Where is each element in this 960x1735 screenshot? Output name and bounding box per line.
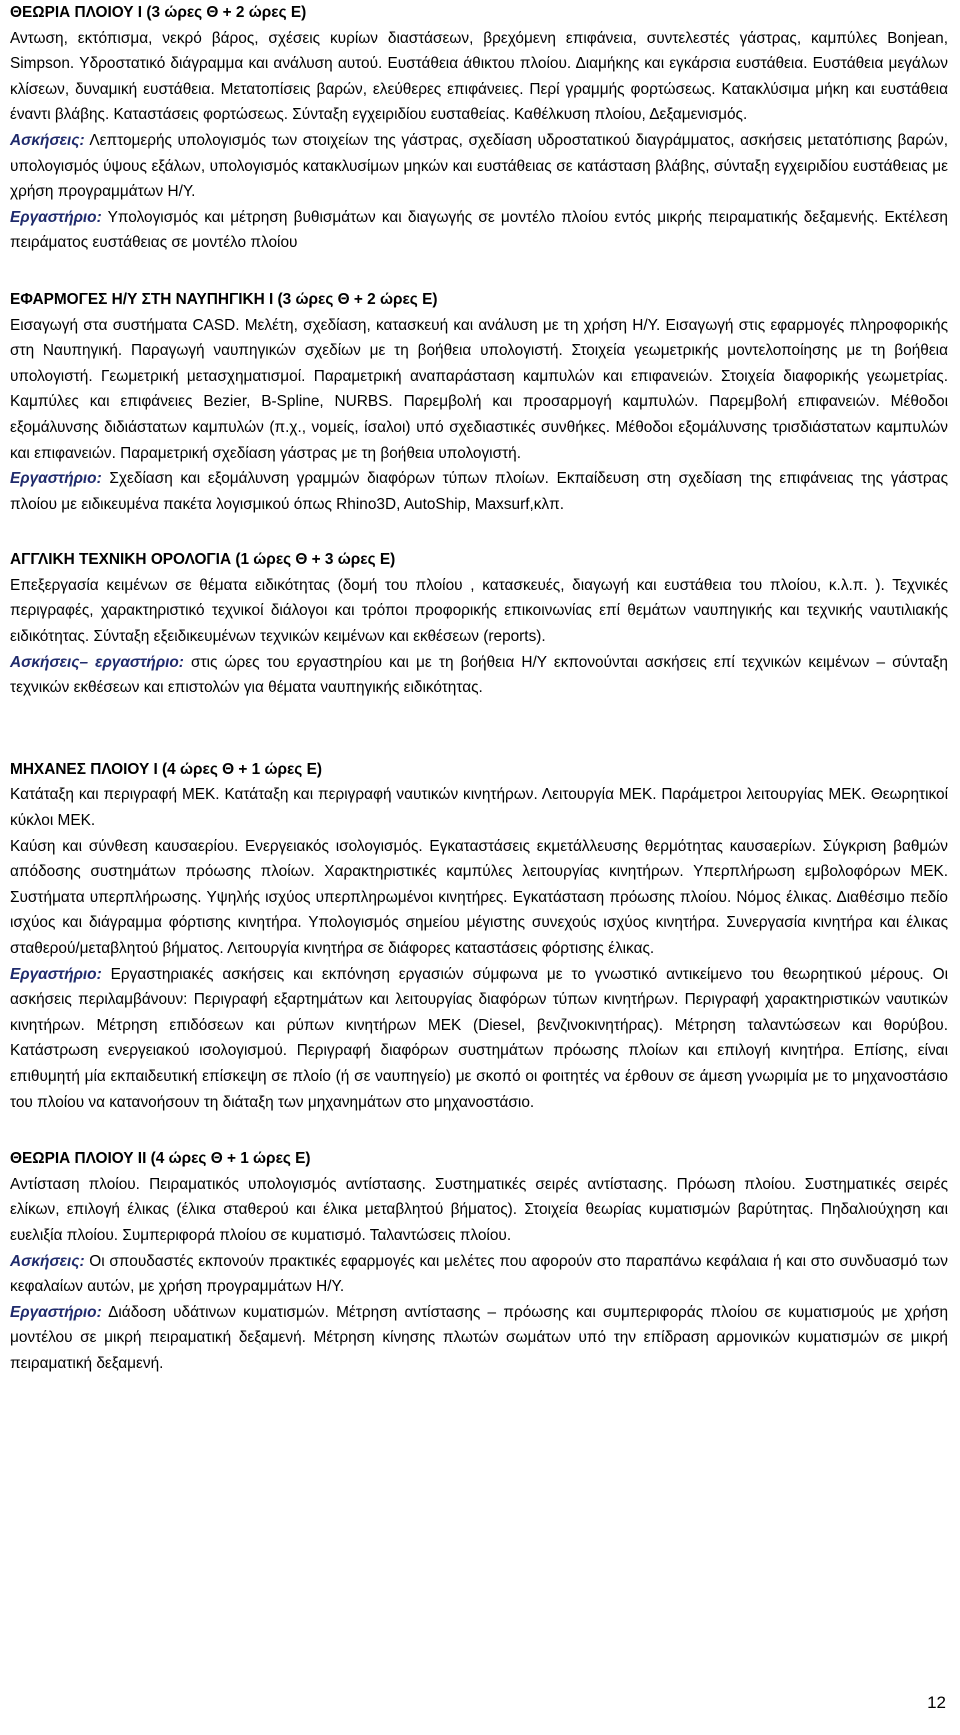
lab-text: Υπολογισμός και μέτρηση βυθισμάτων και διαγωγής σε μοντέλο πλοίου εντός μικρής πειραματικής δεξαμενής. Εκτέλεση πειράματος ευστάθειας σε μοντέλο πλοίου (10, 208, 948, 252)
lab-label: Εργαστήριο: (10, 1303, 102, 1321)
section-title: ΘΕΩΡΙΑ ΠΛΟΙΟΥ ΙΙ (4 ώρες Θ + 1 ώρες Ε) (10, 1150, 311, 1168)
exercises-label: Ασκήσεις: (10, 131, 85, 149)
section-body: Επεξεργασία κειμένων σε θέματα ειδικότητας (δομή του πλοίου , κατασκευές, διαγωγή και ευστάθεια του πλοίου, κ.λ.π. ). Τεχνικές περιγραφές, χαρακτηριστικό τεχνικοί διάλογοι και τρόποι προφορικής επικοινωνίας επί θεμάτων ναυπηγικής και τεχνικής ναυτιλιακής ειδικότητας. Σύνταξη εξειδικευμένων τεχνικών κειμένων και εκθέσεων (reports). (10, 576, 948, 646)
section-body: Αντίσταση πλοίου. Πειραματικός υπολογισμός αντίστασης. Συστηματικές σειρές αντίστασης. Πρόωση πλοίου. Συστηματικές σειρές ελίκων, επιλογή έλικας (έλικα σταθερού και έλικα μεταβλητού βήματος). Στοιχεία θεωρίας κυματισμών βαρύτητας. Πηδαλιούχηση και ευελιξία πλοίου. Συμπεριφορά πλοίου σε κυματισμό. Ταλαντώσεις πλοίου. (10, 1175, 948, 1244)
section-paragraph: Κατάταξη και περιγραφή ΜΕΚ. Κατάταξη και περιγραφή ναυτικών κινητήρων. Λειτουργία ΜΕΚ. Παράμετροι λειτουργίας ΜΕΚ. Θεωρητικοί κύκλοι ΜΕΚ. (10, 786, 948, 830)
exercises-lab-paragraph (10, 650, 948, 701)
lab-text: Εργαστηριακές ασκήσεις και εκπόνηση εργασιών σύμφωνα με το γνωστικό αντικείμενο του θεωρητικού μέρους. Οι ασκήσεις περιλαμβάνουν: Περιγραφή εξαρτημάτων και λειτουργίας διαφόρων τύπων κινητήρων. Περιγραφή χαρακτηριστικών ναυτικών κινητήρων. Μέτρηση επιδόσεων και ρύπων κινητήρων ΜΕΚ (Diesel, βενζινοκινητήρας). Μέτρηση ταλαντώσεων και θορύβου. Κατάστρωση ενεργειακού ισολογισμού. Περιγραφή διαφόρων συστημάτων πρόωσης πλοίων και επιλογή κινητήρα. Επίσης, είναι επιθυμητή μία εκπαιδευτική επίσκεψη σε πλοίο (ή σε ναυπηγείο) με σκοπό οι φοιτητές να έρθουν σε άμεση γνωριμία με το μηχανοστάσιο του πλοίου να κατανοήσουν τη διάταξη των μηχανημάτων στο μηχανοστάσιο. (10, 965, 948, 1111)
exercises-text: Λεπτομερής υπολογισμός των στοιχείων της γάστρας, σχεδίαση υδροστατικού διαγράμματος, ασκήσεις μετατόπισης βαρών, υπολογισμός ύψους εξάλων, υπολογισμός κατακλυσίμων μηκών και ευστάθειας σε κατάσταση βλάβης, σύνταξη εγχειριδίου ευστάθειας με χρήση προγραμμάτων Η/Υ. (10, 131, 948, 201)
section-theory-ship-1 (10, 0, 948, 256)
section-theory-ship-2 (10, 1146, 948, 1376)
section-title: ΜΗΧΑΝΕΣ ΠΛΟΙΟΥ Ι (4 ώρες Θ + 1 ώρες Ε) (10, 760, 322, 778)
lab-label: Εργαστήριο: (10, 470, 102, 488)
lab-paragraph (10, 1300, 948, 1377)
exercises-text: Οι σπουδαστές εκπονούν πρακτικές εφαρμογές και μελέτες που αφορούν στο παραπάνω κεφάλαια ή και στο συνδυασμό των κεφαλαίων αυτών, με χρήση προγραμμάτων Η/Υ. (10, 1252, 948, 1296)
exercises-lab-text: στις ώρες του εργαστηρίου και με τη βοήθεια Η/Υ εκπονούνται ασκήσεις επί τεχνικών κειμένων – σύνταξη τεχνικών εκθέσεων και επιστολών για θέματα ναυπηγικής ειδικότητας. (10, 653, 948, 697)
section-english-terminology (10, 547, 948, 701)
section-title: ΑΓΓΛΙΚΗ ΤΕΧΝΙΚΗ ΟΡΟΛΟΓΙΑ (1 ώρες Θ + 3 ώρες Ε) (10, 551, 396, 569)
lab-paragraph (10, 962, 948, 1116)
section-ship-engines-1 (10, 757, 948, 1115)
exercises-paragraph (10, 128, 948, 205)
lab-paragraph (10, 466, 948, 517)
section-body: Αντωση, εκτόπισμα, νεκρό βάρος, σχέσεις κυρίων διαστάσεων, βρεχόμενη επιφάνεια, συντελεστές γάστρας, καμπύλες Bonjean, Simpson. Υδροστατικό διάγραμμα και ανάλυση αυτού. Ευστάθεια άθικτου πλοίου. Διαμήκης και εγκάρσια ευστάθεια. Ευστάθεια μεγάλων κλίσεων, δυναμική ευστάθεια. Μετατοπίσεις βαρών, ελεύθερες επιφάνειες. Περί γραμμής φορτώσεως. Κατακλύσιμα μήκη και ευστάθεια έναντι βλάβης. Καταστάσεις φορτώσεως. Σύνταξη εγχειριδίου ευσταθείας. Καθέλκυση πλοίου, Δεξαμενισμός. (10, 29, 948, 124)
section-computer-applications (10, 287, 948, 517)
lab-text: Σχεδίαση και εξομάλυνση γραμμών διαφόρων τύπων πλοίων. Εκπαίδευση στη σχεδίαση της επιφάνειας της γάστρας πλοίου με ειδικευμένα πακέτα λογισμικού όπως Rhino3D, AutoShip, Maxsurf,κλπ. (10, 470, 948, 513)
exercises-paragraph (10, 1249, 948, 1300)
document-page (10, 0, 948, 1377)
section-title: ΘΕΩΡΙΑ ΠΛΟΙΟΥ Ι (3 ώρες Θ + 2 ώρες Ε) (10, 4, 307, 21)
lab-text: Διάδοση υδάτινων κυματισμών. Μέτρηση αντίστασης – πρόωσης και συμπεριφοράς πλοίου σε κυματισμούς με χρήση μοντέλου σε μικρή πειραματική δεξαμενή. Μέτρηση κίνησης πλωτών σωμάτων υπό την επίδραση αρμονικών κυματισμών σε μικρή πειραματική δεξαμενή. (10, 1303, 948, 1372)
section-body: Εισαγωγή στα συστήματα CASD. Μελέτη, σχεδίαση, κατασκευή και ανάλυση με τη χρήση Η/Υ. Εισαγωγή στις εφαρμογές πληροφορικής στη Ναυπηγική. Παραγωγή ναυπηγικών σχεδίων με τη βοήθεια υπολογιστή. Στοιχεία γεωμετρικής μοντελοποίησης με τη βοήθεια υπολογιστή. Γεωμετρική μετασχηματισμοί. Παραμετρική αναπαράσταση καμπυλών και επιφανειών. Στοιχεία διαφορικής γεωμετρίας. Καμπύλες και επιφάνειες Bezier, B-Spline, NURBS. Παρεμβολή και προσαρμογή καμπυλών. Παρεμβολή επιφανειών. Μέθοδοι εξομάλυνσης διδιάστατων καμπυλών (π.χ., νομείς, ίσαλοι) υπό σχεδιαστικές συνθήκες. Μέθοδοι εξομάλυνσης τρισδιάστατων καμπυλών και επιφανειών. Παραμετρική σχεδίαση γάστρας με τη βοήθεια υπολογιστή. (10, 316, 948, 462)
exercises-label: Ασκήσεις: (10, 1252, 85, 1270)
page-number: 12 (927, 1693, 946, 1712)
section-paragraph: Καύση και σύνθεση καυσαερίου. Ενεργειακός ισολογισμός. Εγκαταστάσεις εκμετάλλευσης θερμότητας καυσαερίων. Σύγκριση βαθμών απόδοσης συστημάτων πρόωσης πλοίων. Χαρακτηριστικές καμπύλες λειτουργίας κινητήρων. Υπερπλήρωση εμβολοφόρων ΜΕΚ. Συστήματα υπερπλήρωσης. Υψηλής ισχύος υπερπληρωμένοι κινητήρες. Εγκατάσταση πρόωσης πλοίου. Νόμος έλικας. Διαθέσιμο πεδίο ισχύος και διάγραμμα φόρτισης κινητήρα. Υπολογισμός σημείου μέγιστης συνεχούς ισχύος κινητήρα. Συνεργασία κινητήρα και έλικας σταθερού/μεταβλητού βήματος. Λειτουργία κινητήρα σε διάφορες καταστάσεις φόρτισης έλικας. (10, 837, 948, 957)
section-title: ΕΦΑΡΜΟΓΕΣ Η/Υ ΣΤΗ ΝΑΥΠΗΓΙΚΗ Ι (3 ώρες Θ + 2 ώρες Ε) (10, 290, 438, 308)
lab-label: Εργαστήριο: (10, 208, 102, 226)
exercises-lab-label: Ασκήσεις– εργαστήριο: (10, 653, 184, 671)
lab-label: Εργαστήριο: (10, 965, 102, 983)
lab-paragraph (10, 205, 948, 256)
